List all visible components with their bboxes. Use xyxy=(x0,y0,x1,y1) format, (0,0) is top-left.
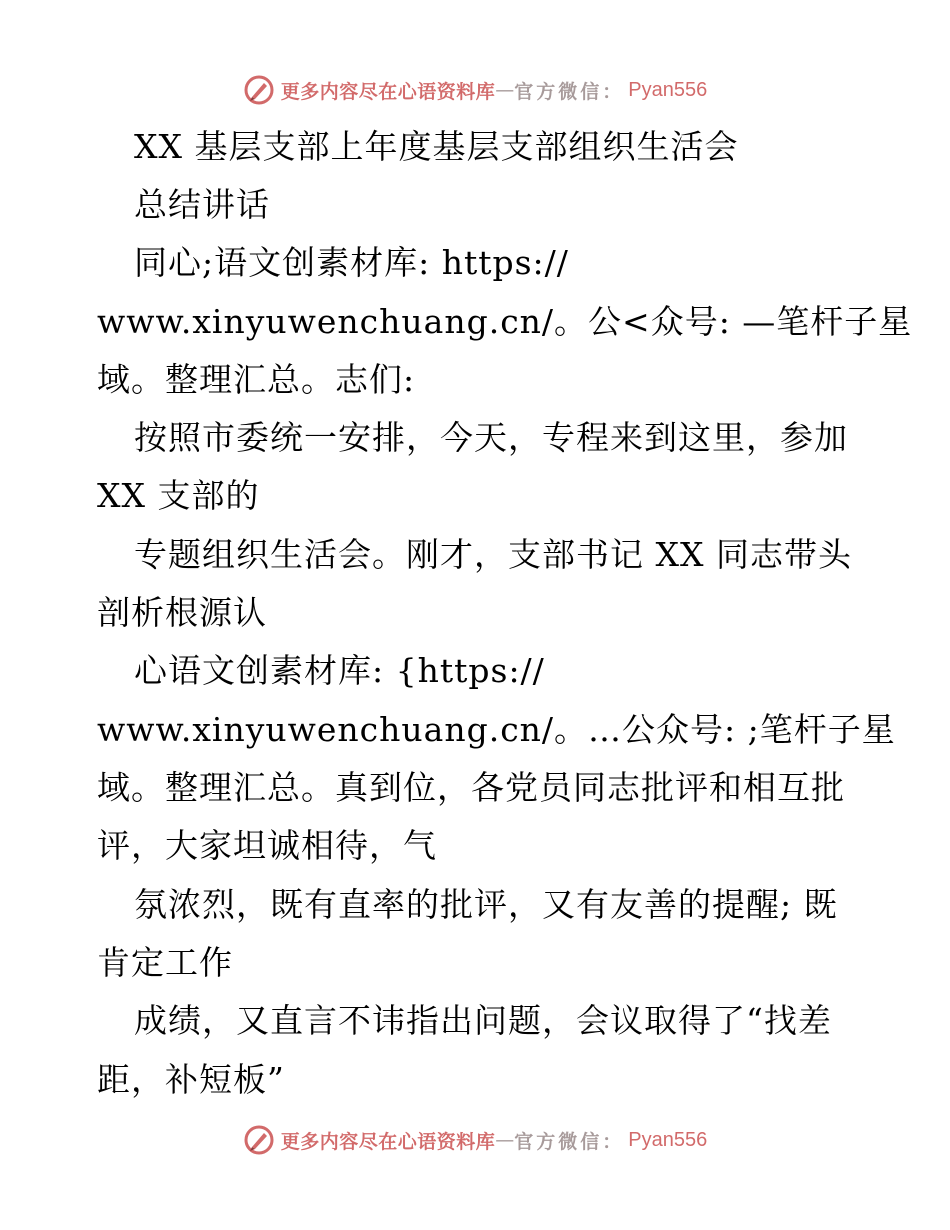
paragraph-line: 心语文创素材库: {https:// xyxy=(134,651,545,690)
footer-banner xyxy=(0,1120,950,1160)
paragraph-line: 距，补短板” xyxy=(97,1060,285,1099)
paragraph-line: 按照市委统一安排，今天，专程来到这里，参加 xyxy=(134,418,848,457)
title-line-1: XX 基层支部上年度基层支部组织生活会 xyxy=(134,127,739,166)
banner-text: 更多内容尽在心语资料库 xyxy=(280,1130,496,1153)
paragraph-line: 域。整理汇总。真到位，各党员同志批评和相互批 xyxy=(97,768,845,807)
banner-official: 官方微信： xyxy=(514,80,625,103)
banner-official: 官方微信： xyxy=(514,1130,625,1153)
pen-logo-icon xyxy=(243,1124,275,1156)
banner-text: 更多内容尽在心语资料库 xyxy=(280,80,496,103)
paragraph-line: 同心;语文创素材库: https:// xyxy=(134,243,569,282)
paragraph-line: www.xinyuwenchuang.cn/。…公众号: ;笔杆子星 xyxy=(97,710,896,749)
paragraph-line: 域。整理汇总。志们: xyxy=(97,360,416,399)
banner-dash: — xyxy=(495,79,515,101)
paragraph-line: 剖析根源认 xyxy=(97,593,267,632)
banner-dash: — xyxy=(495,1129,515,1151)
paragraph-line: 成绩，又直言不讳指出问题，会议取得了“找差 xyxy=(134,1001,832,1040)
paragraph-line: 氛浓烈，既有直率的批评，又有友善的提醒; 既 xyxy=(134,885,838,924)
banner-wechat-id: Pyan556 xyxy=(628,1128,708,1151)
paragraph-line: 专题组织生活会。刚才，支部书记 XX 同志带头 xyxy=(134,535,852,574)
paragraph-line: 肯定工作 xyxy=(97,943,233,982)
paragraph-line: XX 支部的 xyxy=(97,476,260,515)
title-line-2: 总结讲话 xyxy=(134,185,270,224)
paragraph-line: www.xinyuwenchuang.cn/。公<众号: —笔杆子星 xyxy=(97,302,913,341)
paragraph-line: 评，大家坦诚相待，气 xyxy=(97,826,437,865)
banner-wechat-id: Pyan556 xyxy=(628,78,708,101)
